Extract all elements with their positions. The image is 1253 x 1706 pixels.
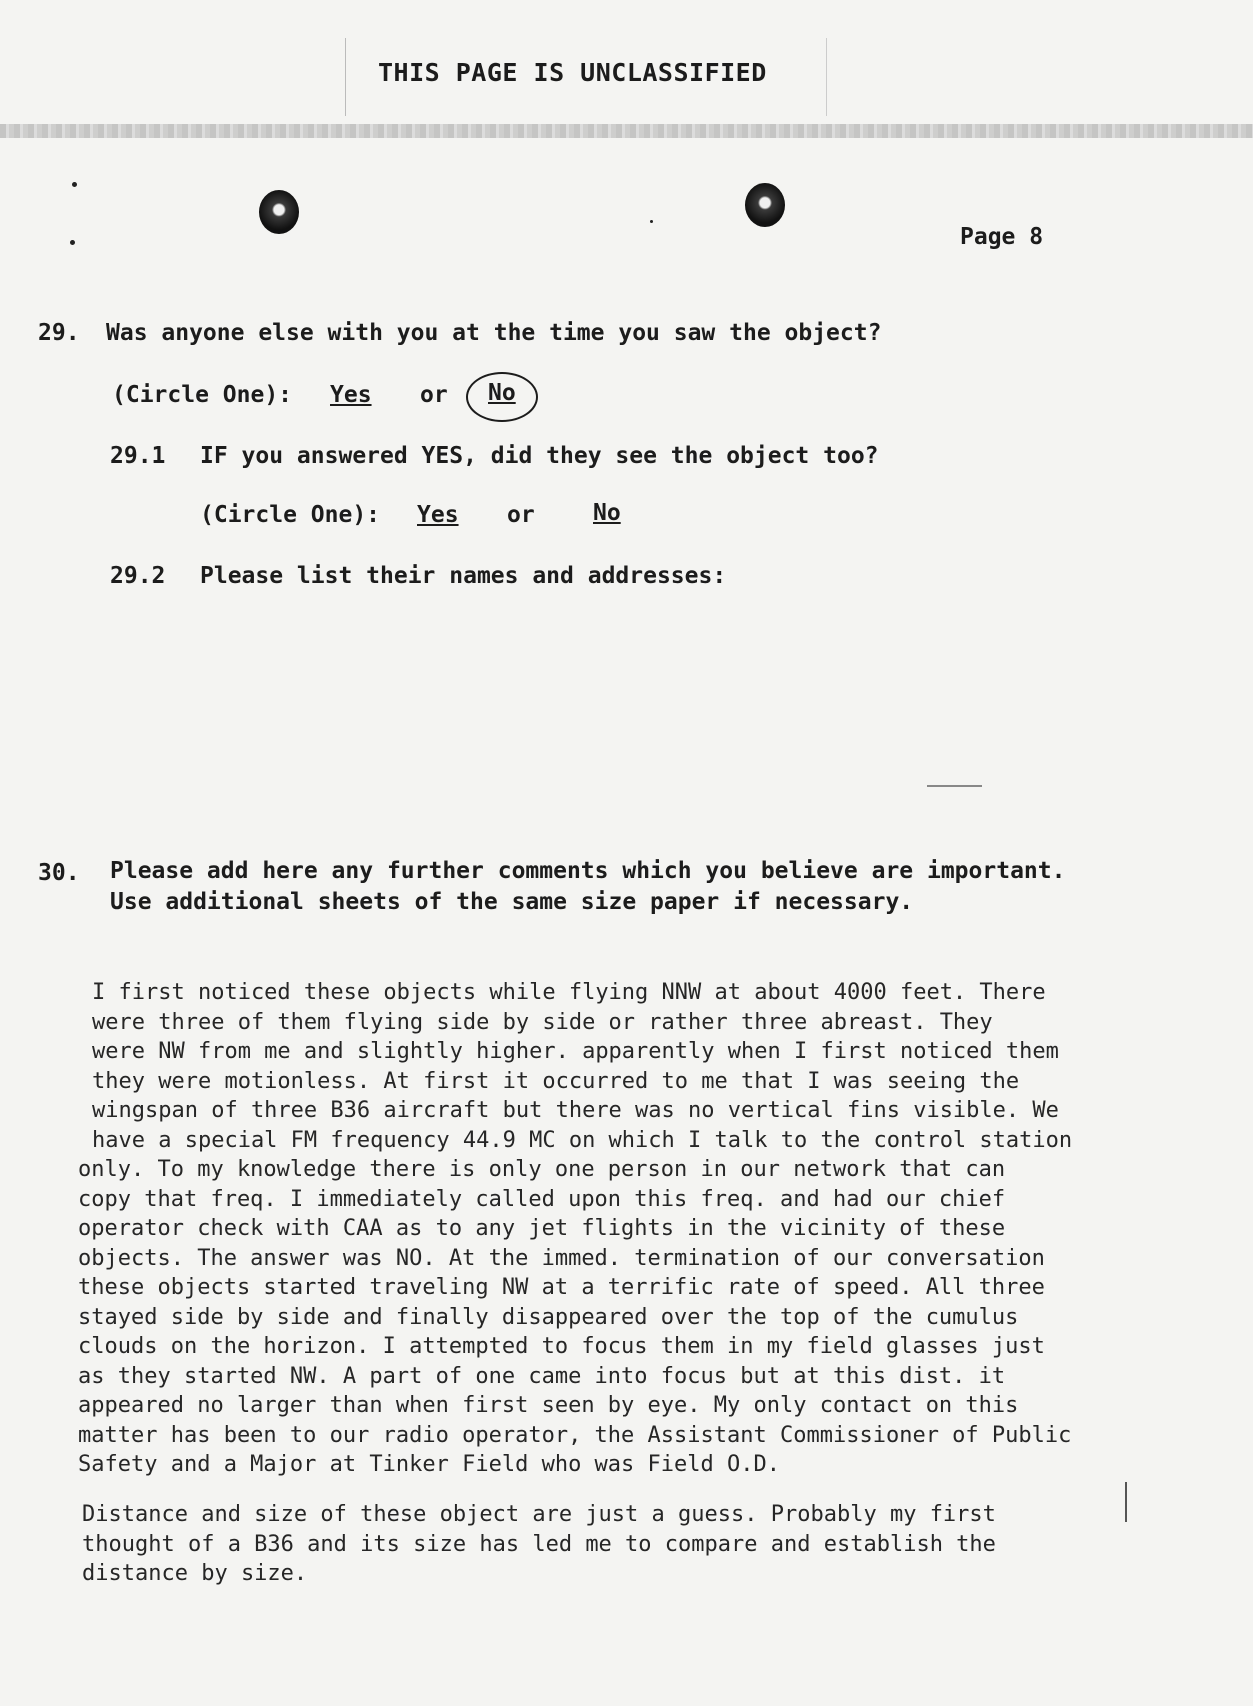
punch-hole-right [745,183,785,227]
q29-or: or [420,382,448,408]
page-number: Page 8 [960,224,1044,250]
comment-line: only. To my knowledge there is only one person in our network that can [78,1157,1006,1182]
comment-line: operator check with CAA as to any jet flights in the vicinity of these [78,1216,1006,1241]
comment-line: were NW from me and slightly higher. apparently when I first noticed them [92,1039,1059,1064]
classification-banner: THIS PAGE IS UNCLASSIFIED [378,58,767,87]
comments-paragraph-2 [82,1500,1202,1589]
comment-line: objects. The answer was NO. At the immed. termination of our conversation [78,1245,1045,1271]
q30-number: 30. [38,860,80,886]
speck [650,220,653,223]
comment-line: stayed side by side and finally disappeared over the top of the cumulus [78,1304,1019,1330]
q29-2-text: Please list their names and addresses: [200,563,727,589]
q29-selected-circle [466,372,538,422]
q29-option-no[interactable]: No [488,380,516,406]
margin-mark [1125,1482,1127,1522]
comment-line: thought of a B36 and its size has led me to compare and establish the [82,1531,996,1557]
comment-line: they were motionless. At first it occurred to me that I was seeing the [92,1068,1020,1094]
comment-line: Distance and size of these object are just a guess. Probably my first [82,1502,996,1527]
speck [70,240,75,245]
q29-2-number: 29.2 [110,563,166,589]
q29-1-option-no[interactable]: No [593,500,621,526]
q29-1-number: 29.1 [110,443,166,469]
comment-line: Safety and a Major at Tinker Field who was Field O.D. [78,1452,780,1477]
punch-hole-left [259,190,299,234]
comment-line: were three of them flying side by side or rather three abreast. They [92,1009,993,1035]
q29-circle-label: (Circle One): [112,382,293,408]
comment-line: wingspan of three B36 aircraft but there was no vertical fins visible. We [92,1098,1059,1123]
q29-text: Was anyone else with you at the time you saw the object? [106,320,882,346]
comment-line: I first noticed these objects while flying NNW at about 4000 feet. There [92,980,1046,1005]
q29-1-text: IF you answered YES, did they see the object too? [200,443,879,469]
comment-line: clouds on the horizon. I attempted to focus them in my field glasses just [78,1334,1045,1359]
q30-line-2: Use additional sheets of the same size paper if necessary. [110,889,914,915]
stray-mark [927,785,982,787]
q29-1-or: or [507,502,535,528]
comment-line: as they started NW. A part of one came into focus but at this dist. it [78,1363,1006,1389]
speck [72,182,77,187]
q29-option-yes[interactable]: Yes [330,382,372,408]
q29-1-circle-label: (Circle One): [200,502,381,528]
comment-line: distance by size. [82,1561,308,1586]
q29-1-option-yes[interactable]: Yes [417,502,459,528]
comment-line: appeared no larger than when first seen by eye. My only contact on this [78,1393,1019,1418]
header-divider [0,124,1253,138]
comment-line: have a special FM frequency 44.9 MC on which I talk to the control station [92,1127,1073,1153]
comment-line: these objects started traveling NW at a terrific rate of speed. All three [78,1275,1045,1300]
comment-line: copy that freq. I immediately called upon this freq. and had our chief [78,1186,1006,1212]
comment-line: matter has been to our radio operator, the Assistant Commissioner of Public [78,1422,1072,1448]
q30-line-1: Please add here any further comments which you believe are important. [110,858,1066,884]
q29-number: 29. [38,320,80,346]
comments-paragraph-1 [78,978,1198,1480]
